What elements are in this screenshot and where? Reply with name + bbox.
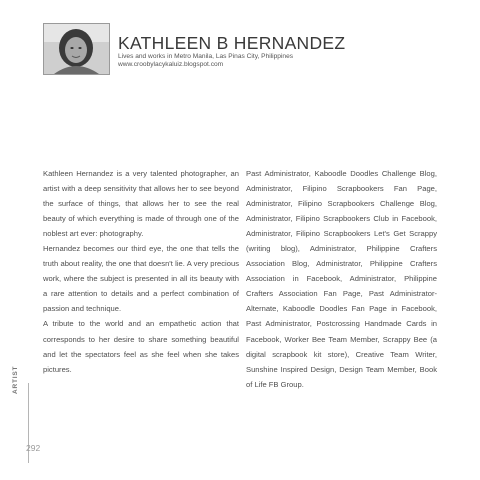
page-number: 292	[26, 443, 41, 453]
biography-column	[43, 166, 239, 377]
portrait-image	[44, 24, 109, 74]
roles-column	[246, 166, 437, 392]
bio-paragraph: A tribute to the world and an empathetic action that corresponds to her desire to share something beautiful and let the spectators feel as she feel when she takes pictures.	[43, 319, 239, 374]
roles-paragraph: Past Administrator, Kaboodle Doodles Challenge Blog, Administrator, Filipino Scrapbookers Fan Page, Administrator, Filipino Scrapbookers Challenge Blog, Administrator, Filipino Scrapbookers Club in Facebook, Administrator, Filipino Scrapbookers Let's Get Scrappy (writing blog), Administrator, Philippine Crafters Association Blog, Administrator, Philippine Crafters Association in Facebook, Administrator, Philippine Crafters Association Fan Page, Past Administrator-Alternate, Kaboodle Doodles Fan Page in Facebook, Past Administrator, Postcrossing Handmade Cards in Facebook, Worker Bee Team Member, Scrappy Bee (a digital scrapbook kit store), Creative Team Writer, Sunshine Inspired Design, Design Team Member, Book of Life FB Group.	[246, 169, 437, 389]
artist-website-link[interactable]: www.croobylacykaluiz.blogspot.com	[118, 61, 224, 68]
artist-portrait-photo	[43, 23, 110, 75]
artist-name: KATHLEEN B HERNANDEZ	[118, 33, 346, 53]
bio-paragraph: Kathleen Hernandez is a very talented photographer, an artist with a deep sensitivity that allows her to see beyond the surface of things, that allows her to see the real beauty of which everything is made of through one of the noblest art ever: photography.	[43, 169, 239, 239]
section-label: ARTIST	[12, 365, 19, 394]
bio-paragraph: Hernandez becomes our third eye, the one that tells the truth about reality, the one that doesn't lie. A very precious work, where the subject is presented in all its beauty with a rare attention to details and a perfect combination of passion and technique.	[43, 244, 239, 314]
artist-location: Lives and works in Metro Manila, Las Pinas City, Philippines	[118, 53, 294, 60]
